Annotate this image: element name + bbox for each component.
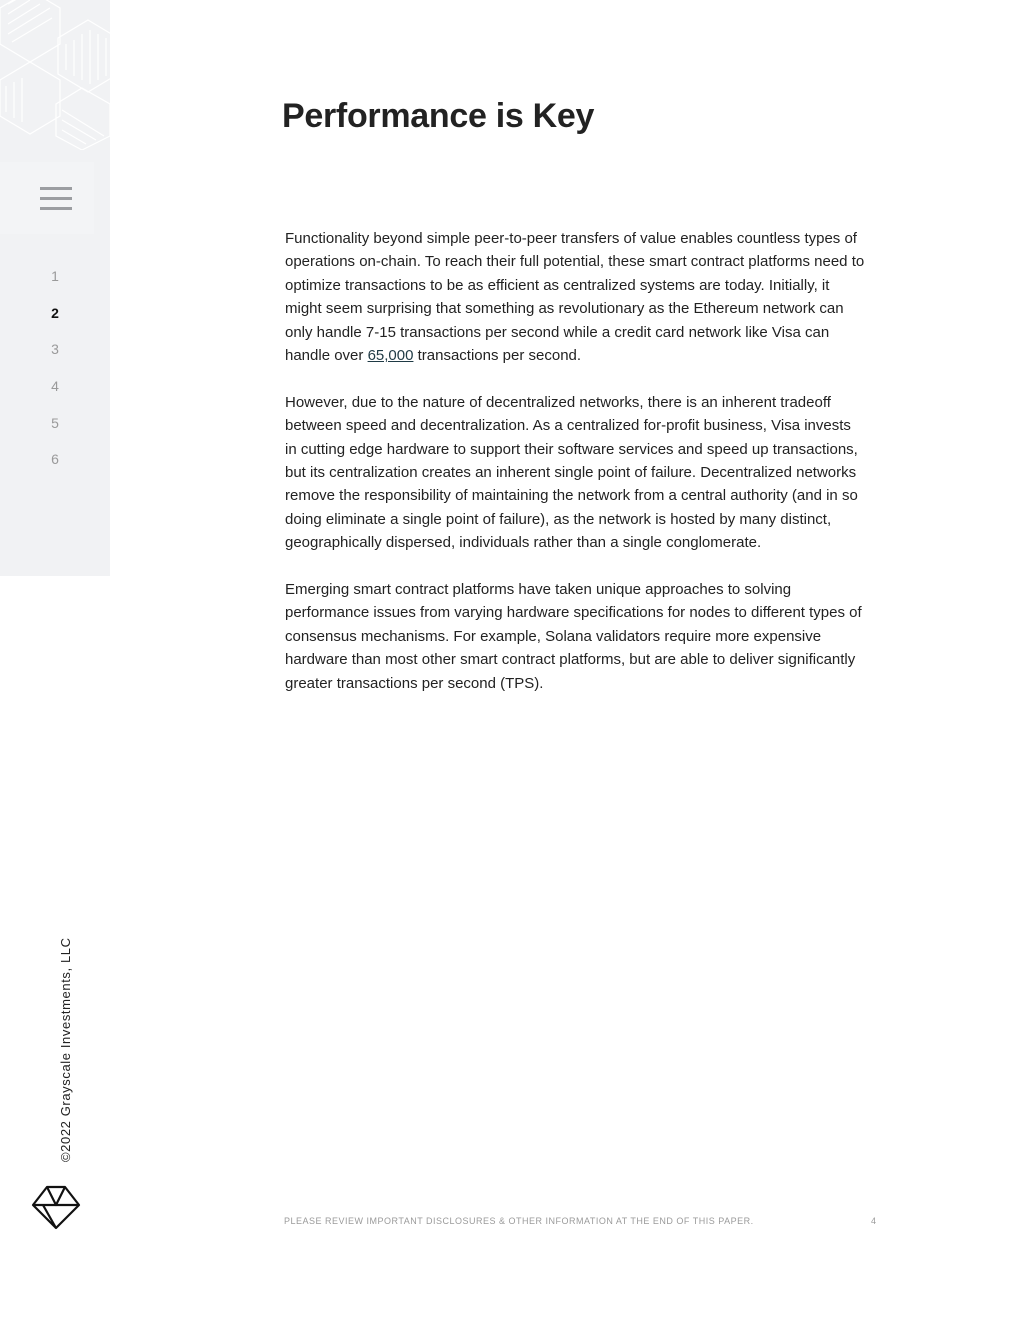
visa-tps-link[interactable]: 65,000 [367, 347, 414, 365]
paragraph-1 [285, 227, 865, 367]
nav-item-6[interactable]: 6 [51, 451, 59, 467]
paragraph-1-tail: transactions per second. [413, 347, 582, 365]
nav-item-3[interactable]: 3 [51, 341, 59, 357]
nav-item-4[interactable]: 4 [51, 378, 59, 394]
page-title: Performance is Key [282, 97, 595, 135]
footer-disclaimer: PLEASE REVIEW IMPORTANT DISCLOSURES & OTHER INFORMATION AT THE END OF THIS PAPER. [284, 1216, 754, 1226]
hamburger-menu-icon[interactable] [40, 185, 72, 213]
paragraph-3: Emerging smart contract platforms have taken unique approaches to solving performance issues from varying hardware specifications for nodes to different types of consensus mechanisms. For example, Solana validators require more expensive hardware than most other smart contract platforms, but are able to deliver significantly greater transactions per second (TPS). [285, 581, 862, 692]
nav-item-5[interactable]: 5 [51, 415, 59, 431]
nav-item-1[interactable]: 1 [51, 268, 59, 284]
page-number: 4 [871, 1216, 877, 1226]
grayscale-logo-icon [30, 1183, 82, 1231]
sidebar [0, 0, 110, 576]
paragraph-1-text: Functionality beyond simple peer-to-peer transfers of value enables countless types of operations on-chain. To reach their full potential, these smart contract platforms need to optimize transactions to be as efficient as centralized systems are today. Initially, it might seem surprising that something as revolutionary as the Ethereum network can only handle 7-15 transactions per second while a credit card network like Visa can handle over [285, 230, 865, 365]
hexagon-pattern-icon [0, 0, 110, 150]
copyright-text: ©2022 Grayscale Investments, LLC [58, 937, 73, 1162]
nav-item-2[interactable]: 2 [51, 305, 59, 321]
paragraph-2: However, due to the nature of decentralized networks, there is an inherent tradeoff between speed and decentralization. As a centralized for-profit business, Visa invests in cutting edge hardware to support their software services and speed up transactions, but its centralization creates an inherent single point of failure. Decentralized networks remove the responsibility of maintaining the network from a central authority (and in so doing eliminate a single point of failure), as the network is hosted by many distinct, geographically dispersed, individuals rather than a single conglomerate. [285, 393, 858, 552]
article-body [285, 227, 865, 718]
